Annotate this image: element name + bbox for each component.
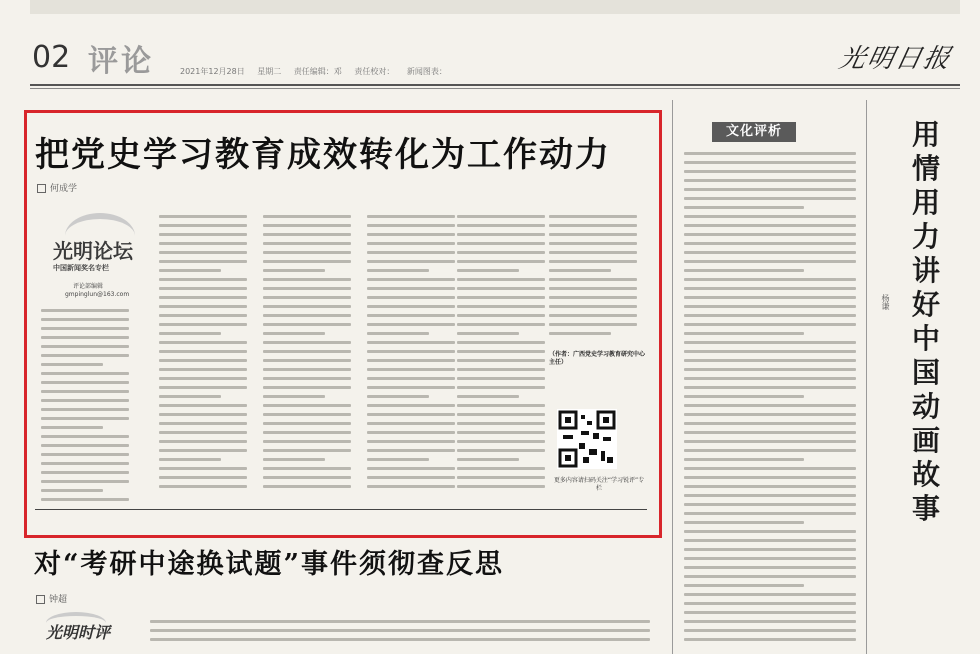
masthead-rule-thin <box>30 88 960 89</box>
text-line <box>684 368 856 371</box>
photo-editor: 新闻图表： <box>406 67 447 76</box>
text-line <box>159 449 247 452</box>
text-line <box>684 179 856 182</box>
text-line <box>41 372 129 375</box>
text-line <box>684 413 856 416</box>
text-line <box>263 395 325 398</box>
text-line <box>41 327 129 330</box>
author-box-icon <box>36 595 45 604</box>
text-line <box>159 386 247 389</box>
text-line <box>684 602 856 605</box>
text-line <box>457 359 545 362</box>
text-line <box>41 309 129 312</box>
text-line <box>457 242 545 245</box>
text-line <box>159 476 247 479</box>
text-line <box>367 224 455 227</box>
text-line <box>263 350 351 353</box>
text-line <box>457 395 519 398</box>
second-column-name: 光明时评 <box>46 623 111 642</box>
text-line <box>684 629 856 632</box>
text-line <box>367 449 455 452</box>
text-line <box>457 440 545 443</box>
text-line <box>367 395 429 398</box>
text-line <box>684 449 856 452</box>
page-number: 02 <box>32 40 71 75</box>
text-line <box>684 188 856 191</box>
text-line <box>684 197 856 200</box>
text-line <box>549 323 637 326</box>
text-line <box>367 431 455 434</box>
text-line <box>684 350 856 353</box>
text-line <box>367 350 455 353</box>
text-line <box>457 341 545 344</box>
text-line <box>684 548 856 551</box>
text-line <box>367 476 455 479</box>
text-line <box>263 377 351 380</box>
text-line <box>263 449 351 452</box>
text-line <box>263 476 351 479</box>
column-separator <box>672 100 673 654</box>
column-email: gmpinglun@163.com <box>65 291 130 298</box>
highlighted-article <box>24 110 662 538</box>
text-line <box>457 476 545 479</box>
text-line <box>684 521 804 524</box>
text-line <box>684 395 804 398</box>
culture-headline: 用情用力讲好中国动画故事 <box>911 118 940 525</box>
text-line <box>159 377 247 380</box>
text-line <box>159 287 247 290</box>
text-line <box>457 332 519 335</box>
top-border <box>30 0 960 14</box>
text-line <box>263 233 351 236</box>
text-line <box>367 485 455 488</box>
text-line <box>159 431 247 434</box>
text-line <box>684 584 804 587</box>
text-line <box>457 233 545 236</box>
text-line <box>367 440 455 443</box>
text-line <box>684 287 856 290</box>
text-line <box>367 287 455 290</box>
text-line <box>684 215 856 218</box>
text-line <box>41 489 103 492</box>
text-line <box>263 278 351 281</box>
text-line <box>159 485 247 488</box>
text-line <box>150 629 650 632</box>
text-line <box>41 498 129 501</box>
text-line <box>549 242 637 245</box>
text-line <box>549 332 611 335</box>
text-line <box>367 278 455 281</box>
text-line <box>159 368 247 371</box>
text-line <box>457 449 545 452</box>
text-line <box>150 638 650 641</box>
article-headline: 把党史学习教育成效转化为工作动力 <box>35 135 611 175</box>
text-line <box>549 278 637 281</box>
column-tag: 中国新闻奖名专栏 <box>53 264 109 272</box>
text-line <box>159 395 221 398</box>
text-line <box>684 260 856 263</box>
text-line <box>159 251 247 254</box>
text-line <box>367 341 455 344</box>
text-line <box>263 251 351 254</box>
text-line <box>457 350 545 353</box>
text-line <box>367 332 429 335</box>
text-line <box>684 332 804 335</box>
article-bottom-rule <box>35 509 647 510</box>
text-line <box>457 458 519 461</box>
text-line <box>684 359 856 362</box>
masthead-rule <box>30 84 960 86</box>
text-line <box>549 251 637 254</box>
text-line <box>684 467 856 470</box>
text-line <box>263 224 351 227</box>
text-line <box>549 269 611 272</box>
text-line <box>263 242 351 245</box>
text-line <box>684 485 856 488</box>
text-line <box>367 251 455 254</box>
text-line <box>159 413 247 416</box>
column-separator <box>866 100 867 654</box>
text-line <box>549 260 637 263</box>
text-line <box>457 251 545 254</box>
text-line <box>684 422 856 425</box>
text-line <box>684 566 856 569</box>
text-line <box>457 485 545 488</box>
text-line <box>263 413 351 416</box>
author-note: （作者：广西党史学习教育研究中心主任） <box>549 351 646 367</box>
text-line <box>367 242 455 245</box>
text-line <box>159 350 247 353</box>
text-line <box>367 422 455 425</box>
author-name: 何成学 <box>50 184 78 194</box>
text-line <box>263 485 351 488</box>
column-logo <box>45 213 155 303</box>
text-line <box>263 359 351 362</box>
text-line <box>159 341 247 344</box>
text-line <box>159 215 247 218</box>
text-line <box>684 440 856 443</box>
text-line <box>41 480 129 483</box>
text-line <box>159 458 221 461</box>
body-column-5 <box>457 215 545 494</box>
text-line <box>549 233 637 236</box>
text-line <box>457 422 545 425</box>
text-line <box>367 314 455 317</box>
text-line <box>684 494 856 497</box>
text-line <box>41 471 129 474</box>
text-line <box>159 224 247 227</box>
text-line <box>684 386 856 389</box>
text-line <box>159 296 247 299</box>
text-line <box>457 305 545 308</box>
text-line <box>367 215 455 218</box>
text-line <box>549 296 637 299</box>
qr-code-icon <box>557 409 627 469</box>
text-line <box>263 323 351 326</box>
text-line <box>367 233 455 236</box>
qr-caption: 更多内容请扫码关注“学习锐评”专栏 <box>553 477 645 493</box>
weekday: 星期二 <box>257 67 282 76</box>
editor: 责任编辑：邓 <box>293 67 342 76</box>
text-line <box>159 359 247 362</box>
text-line <box>159 404 247 407</box>
text-line <box>457 296 545 299</box>
text-line <box>684 233 856 236</box>
text-line <box>41 345 129 348</box>
text-line <box>684 404 856 407</box>
text-line <box>457 386 545 389</box>
text-line <box>159 440 247 443</box>
text-line <box>549 224 637 227</box>
text-line <box>367 296 455 299</box>
text-line <box>549 287 637 290</box>
text-line <box>684 611 856 614</box>
text-line <box>41 381 129 384</box>
text-line <box>457 404 545 407</box>
text-line <box>684 323 856 326</box>
date: 2021年12月28日 <box>180 67 245 76</box>
text-line <box>263 269 325 272</box>
text-line <box>684 638 856 641</box>
text-line <box>457 368 545 371</box>
culture-review-tag: 文化评析 <box>712 122 796 142</box>
text-line <box>263 368 351 371</box>
text-line <box>263 314 351 317</box>
text-line <box>684 431 856 434</box>
text-line <box>263 467 351 470</box>
text-line <box>41 462 129 465</box>
culture-author: 杨谦 <box>881 294 890 310</box>
text-line <box>684 224 856 227</box>
text-line <box>549 305 637 308</box>
text-line <box>41 426 103 429</box>
body-column-2 <box>159 215 247 494</box>
proof: 责任校对： <box>354 67 395 76</box>
text-line <box>457 323 545 326</box>
text-line <box>367 269 429 272</box>
text-line <box>684 575 856 578</box>
text-line <box>457 278 545 281</box>
text-line <box>41 453 129 456</box>
text-line <box>41 408 129 411</box>
date-line <box>180 66 457 77</box>
text-line <box>263 386 351 389</box>
text-line <box>684 458 804 461</box>
text-line <box>263 440 351 443</box>
text-line <box>41 444 129 447</box>
text-line <box>367 359 455 362</box>
column-editor: 评论部编辑 <box>73 283 104 290</box>
text-line <box>457 467 545 470</box>
text-line <box>684 476 856 479</box>
text-line <box>41 336 129 339</box>
text-line <box>263 458 325 461</box>
text-line <box>159 323 247 326</box>
text-line <box>684 512 856 515</box>
text-line <box>684 530 856 533</box>
text-line <box>684 503 856 506</box>
second-author-name: 钟超 <box>49 595 68 605</box>
text-line <box>263 296 351 299</box>
text-line <box>367 323 455 326</box>
newspaper-logo: 光明日报 <box>836 44 955 74</box>
text-line <box>457 224 545 227</box>
text-line <box>684 296 856 299</box>
text-line <box>367 413 455 416</box>
text-line <box>263 215 351 218</box>
text-line <box>367 404 455 407</box>
text-line <box>41 390 129 393</box>
author-box-icon <box>37 184 46 193</box>
second-author <box>36 592 67 605</box>
text-line <box>159 422 247 425</box>
text-line <box>263 305 351 308</box>
section-name: 评论 <box>88 44 154 79</box>
masthead <box>30 28 960 84</box>
culture-body-column <box>684 152 856 647</box>
text-line <box>549 314 637 317</box>
text-line <box>684 620 856 623</box>
text-line <box>41 435 129 438</box>
text-line <box>684 278 856 281</box>
text-line <box>263 404 351 407</box>
text-line <box>457 377 545 380</box>
text-line <box>159 242 247 245</box>
text-line <box>684 341 856 344</box>
text-line <box>367 377 455 380</box>
text-line <box>684 305 856 308</box>
text-line <box>684 269 804 272</box>
body-column-1 <box>41 309 129 507</box>
text-line <box>684 557 856 560</box>
article-author <box>37 181 77 194</box>
text-line <box>684 377 856 380</box>
text-line <box>367 467 455 470</box>
text-line <box>159 269 221 272</box>
text-line <box>41 399 129 402</box>
body-column-4 <box>367 215 455 494</box>
text-line <box>41 417 129 420</box>
text-line <box>41 354 129 357</box>
text-line <box>263 431 351 434</box>
text-line <box>684 170 856 173</box>
second-headline: 对“考研中途换试题”事件须彻查反思 <box>34 549 505 580</box>
second-body-column <box>150 620 650 647</box>
text-line <box>684 152 856 155</box>
text-line <box>457 431 545 434</box>
text-line <box>263 332 325 335</box>
text-line <box>159 278 247 281</box>
text-line <box>684 593 856 596</box>
text-line <box>684 314 856 317</box>
text-line <box>457 314 545 317</box>
text-line <box>263 287 351 290</box>
text-line <box>263 260 351 263</box>
text-line <box>263 422 351 425</box>
text-line <box>159 332 221 335</box>
text-line <box>684 161 856 164</box>
text-line <box>684 242 856 245</box>
text-line <box>367 260 455 263</box>
text-line <box>41 363 103 366</box>
text-line <box>159 314 247 317</box>
text-line <box>367 458 429 461</box>
text-line <box>367 305 455 308</box>
text-line <box>549 215 637 218</box>
body-column-3 <box>263 215 351 494</box>
text-line <box>150 620 650 623</box>
text-line <box>159 305 247 308</box>
text-line <box>457 413 545 416</box>
text-line <box>684 251 856 254</box>
text-line <box>684 539 856 542</box>
text-line <box>159 467 247 470</box>
text-line <box>457 287 545 290</box>
text-line <box>684 206 804 209</box>
text-line <box>263 341 351 344</box>
column-name: 光明论坛 <box>53 239 133 263</box>
text-line <box>367 386 455 389</box>
text-line <box>41 318 129 321</box>
text-line <box>457 269 519 272</box>
text-line <box>367 368 455 371</box>
body-column-6 <box>549 215 637 341</box>
text-line <box>457 215 545 218</box>
text-line <box>159 233 247 236</box>
text-line <box>457 260 545 263</box>
text-line <box>159 260 247 263</box>
